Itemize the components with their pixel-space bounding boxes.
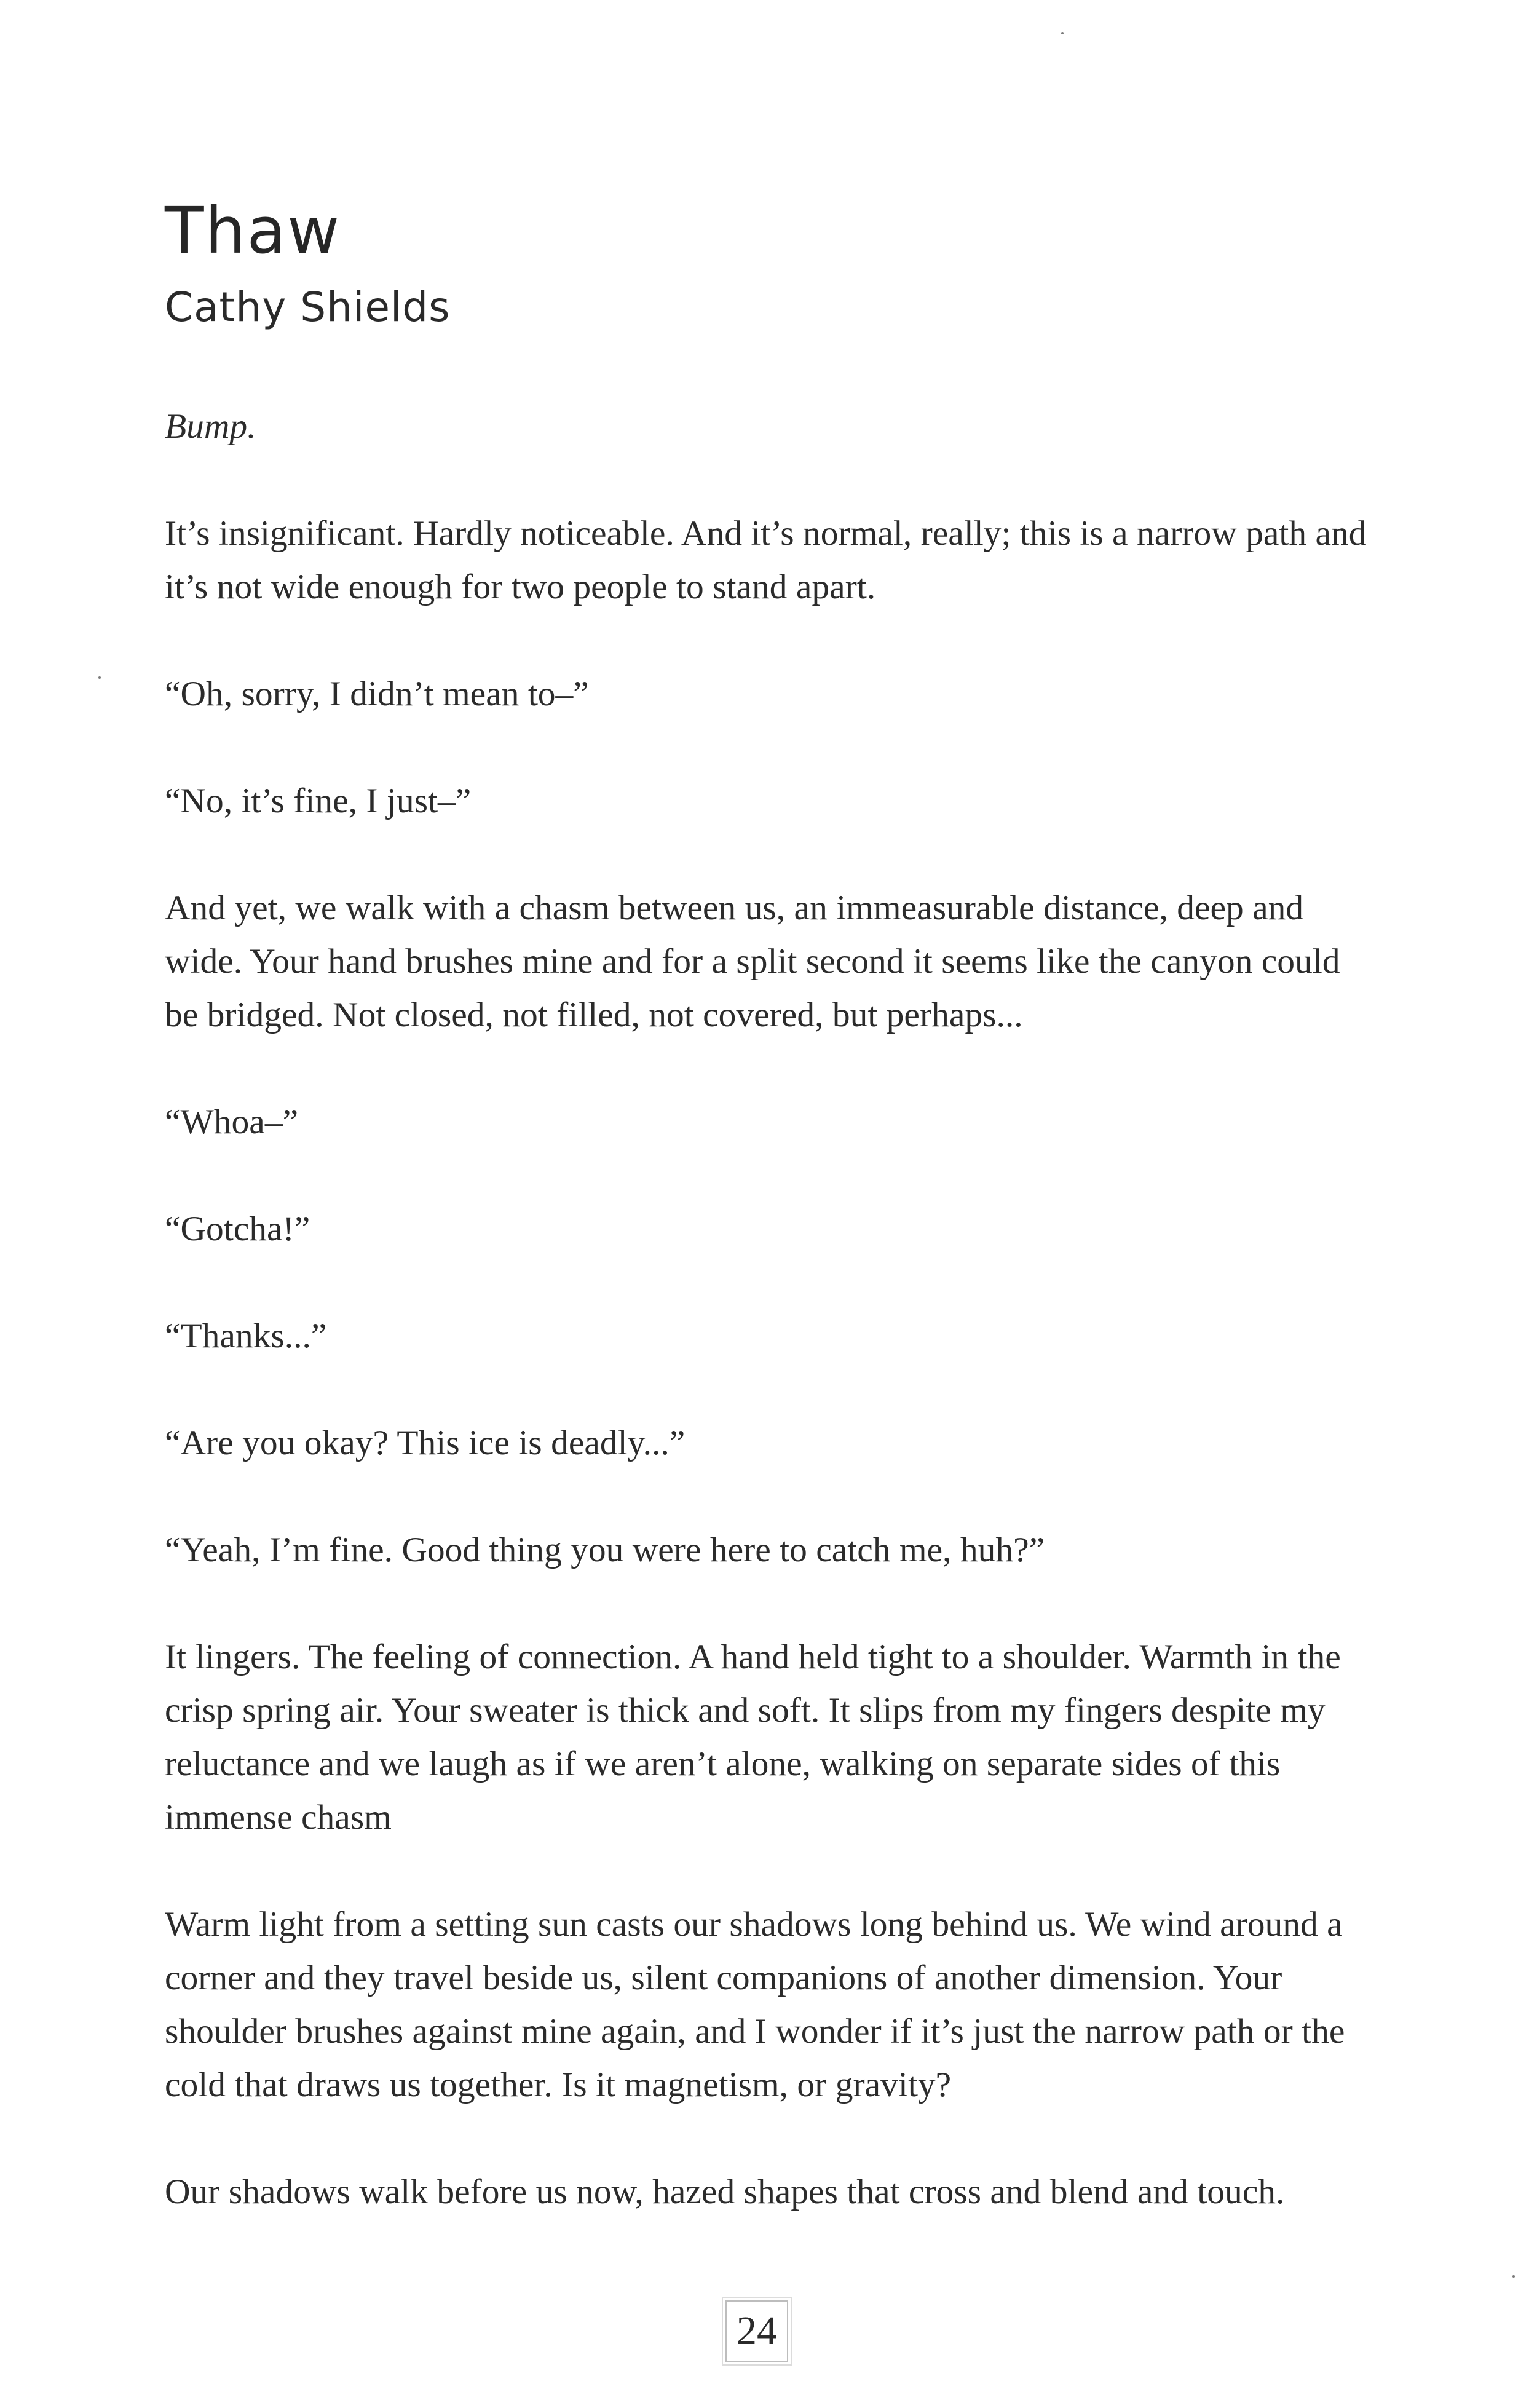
paragraph: “Whoa–” (165, 1103, 299, 1141)
paragraph: Our shadows walk before us now, hazed shapes that cross and blend and touch. (165, 2172, 1285, 2211)
scan-speck (98, 676, 101, 679)
paragraph: “Yeah, I’m fine. Good thing you were here to catch me, huh?” (165, 1531, 1045, 1569)
page-number: 24 (737, 2308, 777, 2353)
paragraph: “No, it’s fine, I just–” (165, 782, 472, 820)
paragraph: “Are you okay? This ice is deadly...” (165, 1424, 686, 1462)
page-number-box (725, 2300, 788, 2362)
author-name: Cathy Shields (165, 283, 451, 331)
paragraph: “Gotcha!” (165, 1210, 310, 1248)
scan-speck (1061, 32, 1064, 34)
paragraph: Warm light from a setting sun casts our shadows long behind us. We wind around a corner and they travel beside us, silent companions of another dimension. Your shoulder brushes against mine again, and I wonder if it’s just the narrow path or the cold that draws us together. Is it magnetism, or gravity? (165, 1905, 1345, 2104)
paragraph: “Thanks...” (165, 1317, 327, 1355)
scan-speck (1512, 2275, 1515, 2278)
paragraph: And yet, we walk with a chasm between us, an immeasurable distance, deep and wide. Your hand brushes mine and for a split second it seems like the canyon could be bridged. Not closed, not filled, not covered, but perhaps... (165, 889, 1340, 1034)
paragraph: It lingers. The feeling of connection. A hand held tight to a shoulder. Warmth in the crisp spring air. Your sweater is thick and soft. It slips from my fingers despite my reluctance and we laugh as if we aren’t alone, walking on separate sides of this immense chasm (165, 1638, 1341, 1837)
paragraph: It’s insignificant. Hardly noticeable. And it’s normal, really; this is a narrow path and it’s not wide enough for two people to stand apart. (165, 514, 1367, 606)
paragraph: “Oh, sorry, I didn’t mean to–” (165, 675, 589, 713)
paragraph: Bump. (165, 407, 256, 446)
story-body (165, 400, 1370, 2272)
story-title: Thaw (165, 193, 341, 268)
